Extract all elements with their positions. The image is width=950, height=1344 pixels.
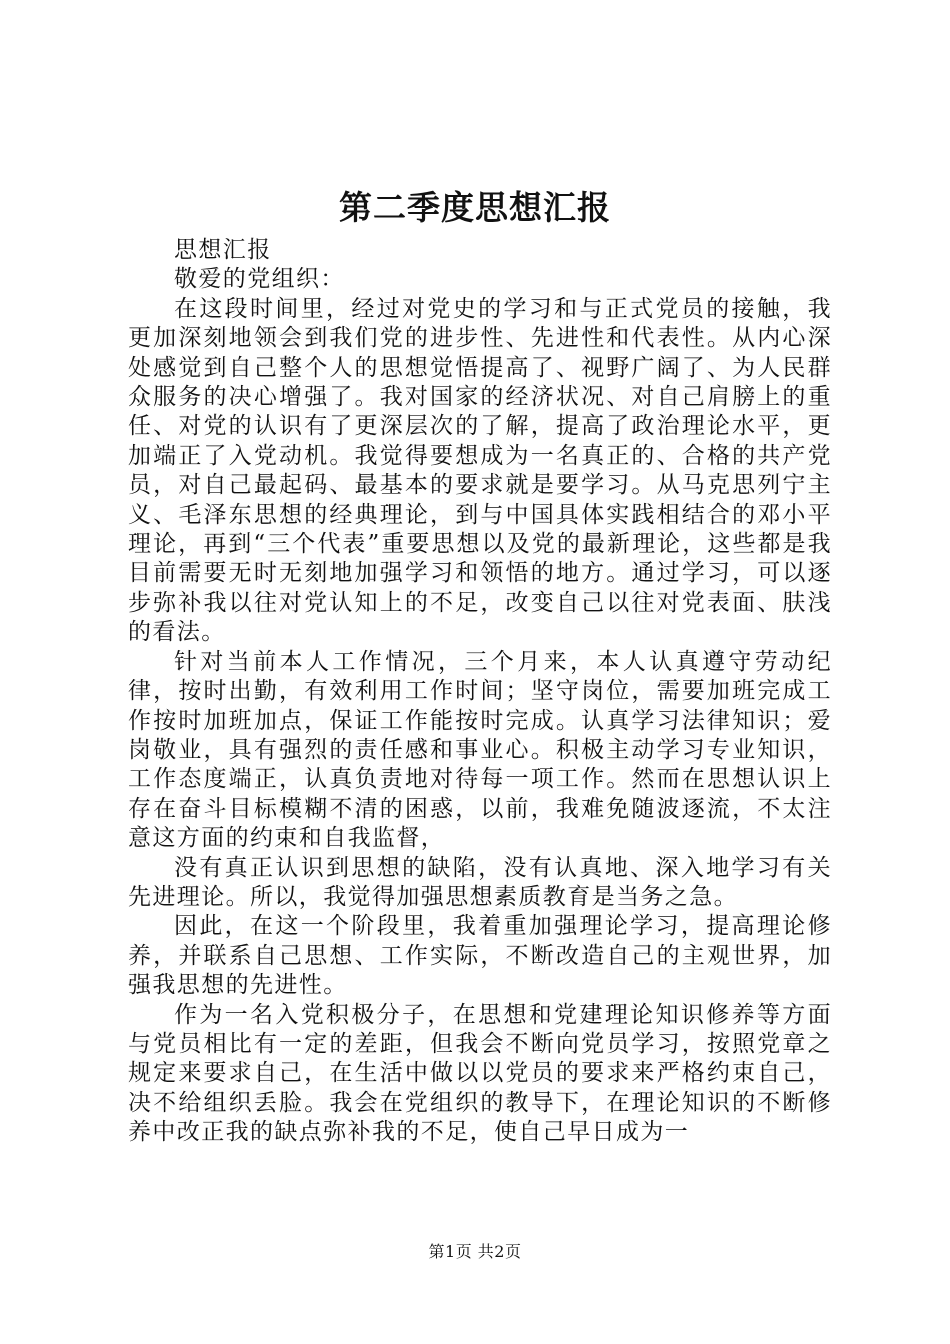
paragraph-salutation: 敬爱的党组织： [174, 266, 345, 293]
document-title: 第二季度思想汇报 [339, 188, 611, 227]
paragraph: 针对当前本人工作情况，三个月来，本人认真遵守劳动纪律，按时出勤，有效利用工作时间；坚守岗位，需要加班完成工作按时加班加点，保证工作能按时完成。认真学习法律知识；爱岗敬业，具有强烈的责任感和事业心。积极主动学习专业知识，工作态度端正，认真负责地对待每一项工作。然而在思想认识上存在奋斗目标模糊不清的困惑，以前，我难免随波逐流，不太注意这方面的约束和自我监督， [128, 648, 832, 852]
paragraph: 在这段时间里，经过对党史的学习和与正式党员的接触，我更加深刻地领会到我们党的进步性、先进性和代表性。从内心深处感觉到自己整个人的思想觉悟提高了、视野广阔了、为人民群众服务的决心增强了。我对国家的经济状况、对自己肩膀上的重任、对党的认识有了更深层次的了解，提高了政治理论水平，更加端正了入党动机。我觉得要想成为一名真正的、合格的共产党员，对自己最起码、最基本的要求就是要学习。从马克思列宁主义、毛泽东思想的经典理论，到与中国具体实践相结合的邓小平理论，再到“三个代表”重要思想以及党的最新理论，这些都是我目前需要无时无刻地加强学习和领悟的地方。通过学习，可以逐步弥补我以往对党认知上的不足，改变自己以往对党表面、肤浅的看法。 [128, 295, 832, 646]
document-body [128, 236, 832, 1148]
paragraph: 没有真正认识到思想的缺陷，没有认真地、深入地学习有关先进理论。所以，我觉得加强思想素质教育是当务之急。 [128, 854, 832, 910]
paragraph: 作为一名入党积极分子，在思想和党建理论知识修养等方面与党员相比有一定的差距，但我会不断向党员学习，按照党章之规定来要求自己，在生活中做以以党员的要求来严格约束自己，决不给组织丢脸。我会在党组织的教导下，在理论知识的不断修养中改正我的缺点弥补我的不足，使自己早日成为一 [128, 1001, 832, 1146]
paragraph-heading: 思想汇报 [174, 237, 272, 263]
page-footer: 第1页 共2页 [428, 1242, 522, 1261]
paragraph: 因此，在这一个阶段里，我着重加强理论学习，提高理论修养，并联系自己思想、工作实际，不断改造自己的主观世界，加强我思想的先进性。 [128, 913, 832, 999]
